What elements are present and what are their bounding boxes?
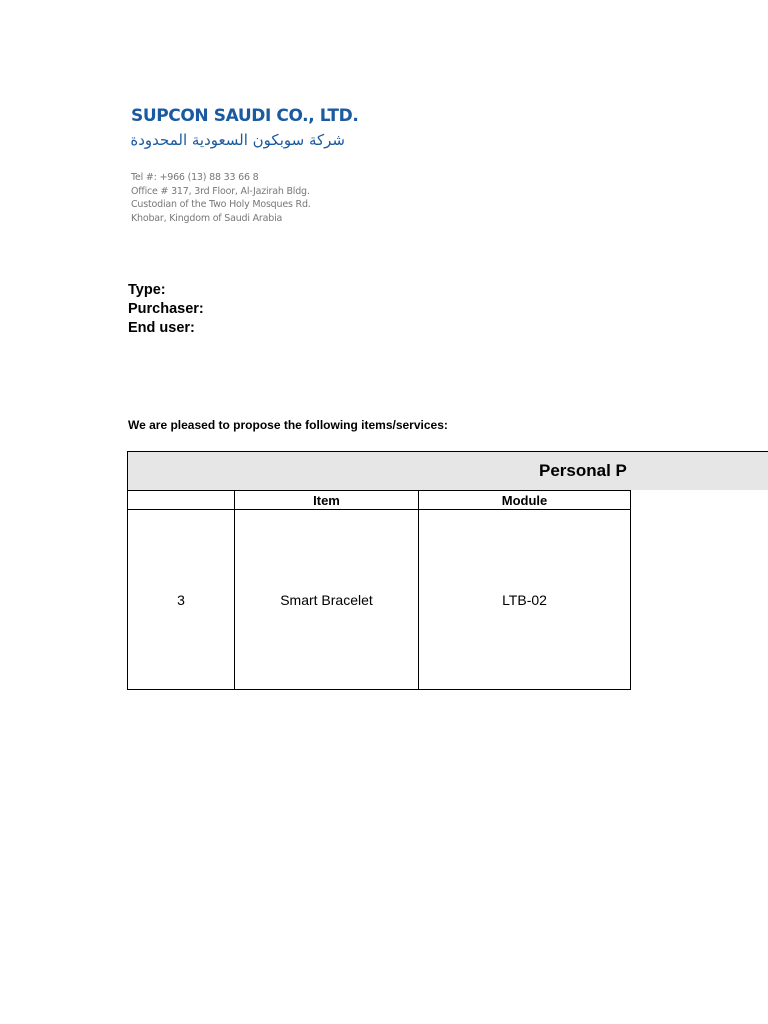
company-address xyxy=(131,171,311,225)
document-fields xyxy=(128,281,204,338)
address-phone: Tel #: +966 (13) 88 33 66 8 xyxy=(131,172,259,183)
cell-item: Smart Bracelet xyxy=(235,510,419,690)
header-module: Module xyxy=(419,491,631,510)
cell-quantity: 3 xyxy=(128,510,235,690)
table-row xyxy=(128,510,631,690)
table-header-row xyxy=(128,491,631,510)
address-city: Khobar, Kingdom of Saudi Arabia xyxy=(131,212,283,224)
intro-text: We are pleased to propose the following items/services: xyxy=(128,418,448,432)
address-office: Office # 317, 3rd Floor, Al-Jazirah Bldg. xyxy=(131,185,310,197)
table-title-bar xyxy=(127,451,768,490)
header-no xyxy=(128,491,235,510)
cell-module: LTB-02 xyxy=(419,510,631,690)
purchaser-label: Purchaser: xyxy=(128,301,204,317)
company-name: SUPCON SAUDI CO., LTD. xyxy=(131,106,359,126)
company-name-arabic: شركة سوبكون السعودية المحدودة xyxy=(130,131,345,149)
type-label: Type: xyxy=(128,282,166,298)
header-item: Item xyxy=(235,491,419,510)
address-road: Custodian of the Two Holy Mosques Rd. xyxy=(131,199,311,210)
end-user-label: End user: xyxy=(128,320,195,336)
table-title: Personal P xyxy=(539,461,627,480)
items-table xyxy=(127,490,631,690)
